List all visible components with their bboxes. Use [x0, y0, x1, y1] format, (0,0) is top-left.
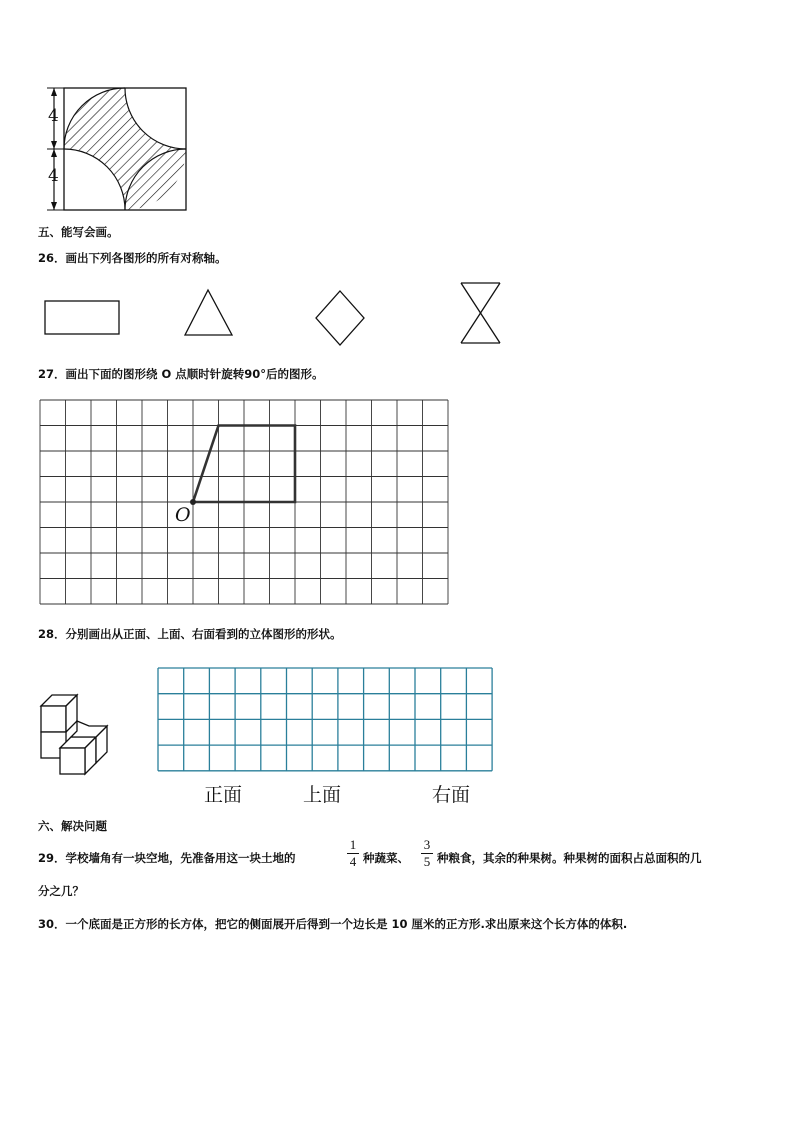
fraction-numerator: 1 — [349, 837, 357, 852]
rotation-grid — [40, 400, 450, 610]
fraction-one-quarter — [347, 838, 359, 869]
fraction-three-fifths — [421, 838, 433, 869]
point-o-label: O — [175, 504, 191, 526]
question-27-text: 27．画出下面的图形绕 O 点顺时针旋转90°后的图形。 — [38, 367, 324, 381]
question-30-text: 30．一个底面是正方形的长方体，把它的侧面展开后得到一个边长是 10 厘米的正方形.求出原来这个长方体的体积. — [38, 917, 628, 931]
view-label-top: 上面 — [303, 784, 342, 806]
question-28-text: 28．分别画出从正面、上面、右面看到的立体图形的形状。 — [38, 627, 342, 641]
shaded-square-figure — [40, 80, 200, 220]
question-26-text: 26．画出下列各图形的所有对称轴。 — [38, 251, 227, 265]
fraction-numerator: 3 — [423, 837, 431, 852]
dimension-label-upper: 4 — [48, 106, 59, 126]
question-29-part1: 29．学校墙角有一块空地，先准备用这一块土地的 — [38, 851, 296, 865]
rectangle-shape — [44, 300, 124, 340]
view-label-front: 正面 — [204, 784, 243, 806]
dimension-label-lower: 4 — [48, 166, 59, 186]
section-five-title: 五、能写会画。 — [38, 225, 119, 239]
views-grid — [158, 668, 498, 778]
cube-stack-figure — [40, 695, 120, 785]
fraction-denominator: 4 — [349, 854, 357, 869]
hourglass-shape — [458, 280, 508, 346]
view-label-right: 右面 — [432, 784, 471, 806]
rhombus-shape — [314, 290, 374, 350]
section-six-title: 六、解决问题 — [38, 819, 107, 833]
question-29-part3: 种粮食，其余的种果树。种果树的面积占总面积的几 — [437, 851, 702, 865]
question-29-part2: 种蔬菜、 — [363, 851, 409, 865]
question-29-line2: 分之几？ — [38, 884, 84, 898]
fraction-denominator: 5 — [423, 854, 431, 869]
triangle-shape — [183, 288, 243, 338]
